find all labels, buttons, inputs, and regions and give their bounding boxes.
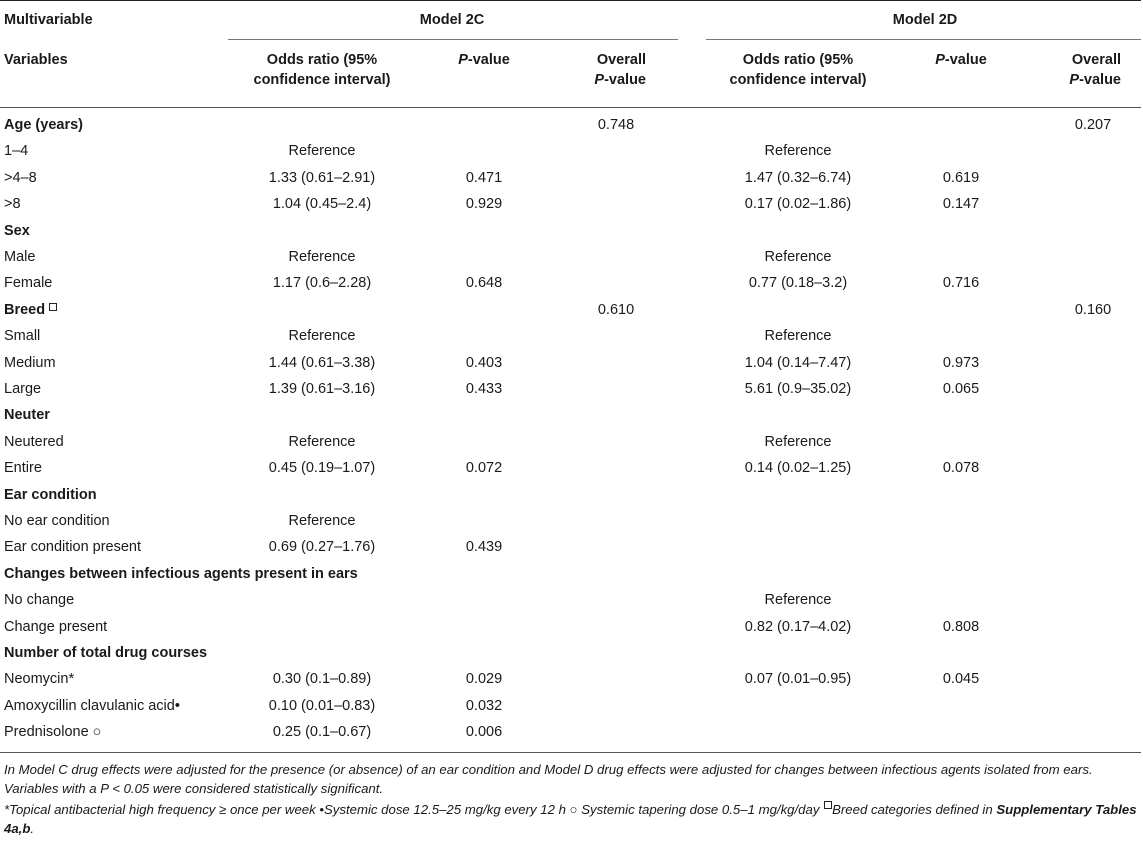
row-label: Sex	[4, 222, 30, 239]
model-c-odds-ratio: 0.25 (0.1–0.67)	[272, 724, 372, 741]
model-d-overall-p: 0.207	[1074, 117, 1112, 133]
row-label: Change present	[4, 618, 108, 635]
model-c-p-value: 0.648	[465, 275, 503, 292]
model-d-odds-ratio: 5.61 (0.9–35.02)	[744, 381, 852, 397]
row-label: Entire	[4, 460, 42, 477]
model-c-p-value: 0.439	[465, 539, 503, 556]
model-c-p-value: 0.006	[465, 724, 503, 741]
row-label: Female	[4, 275, 53, 292]
model-d-odds-ratio: Reference	[764, 328, 832, 345]
model-d-odds-ratio: 0.82 (0.17–4.02)	[744, 618, 852, 635]
row-label: >8	[4, 196, 21, 213]
model-c-or-header: Odds ratio (95% confidence interval)	[253, 52, 391, 88]
model-d-p-header: P-value	[935, 52, 987, 68]
variables-header: Variables	[4, 52, 68, 68]
row-label: Changes between infectious agents present in ears	[4, 565, 358, 582]
model-c-odds-ratio: Reference	[288, 328, 356, 345]
row-label: Number of total drug courses	[4, 645, 208, 661]
model-c-p-value: 0.929	[465, 196, 503, 213]
model-c-rule	[228, 39, 678, 40]
model-d-odds-ratio: 0.17 (0.02–1.86)	[744, 196, 852, 213]
model-c-odds-ratio: 0.30 (0.1–0.89)	[272, 671, 372, 688]
model-d-p-value: 0.973	[942, 354, 980, 371]
row-label: Neomycin*	[4, 671, 75, 688]
model-c-p-value: 0.029	[465, 671, 503, 688]
footnote-models: In Model C drug effects were adjusted for the presence (or absence) of an ear condition and Model D drug effects were adjusted for changes between infectious agents isolated from ears. Variables with a P < 0.05 were considered statistically significant.	[4, 762, 1093, 796]
model-d-odds-ratio: 0.77 (0.18–3.2)	[748, 275, 848, 292]
model-c-odds-ratio: Reference	[288, 513, 356, 529]
row-label: Breed	[4, 301, 46, 318]
model-c-odds-ratio: 0.69 (0.27–1.76)	[268, 539, 376, 556]
model-c-p-value: 0.471	[465, 169, 503, 186]
model-c-overall-p: 0.610	[597, 301, 635, 318]
model-d-p-value: 0.147	[942, 196, 980, 213]
footnote-symbols: *Topical antibacterial high frequency ≥ once per week •Systemic dose 12.5–25 mg/kg every 12 h ○ Systemic tapering dose 0.5–1 mg/kg/day Breed categories defined in Supplementary Tables 4a,b.	[4, 802, 1137, 836]
model-d-rule	[706, 39, 1141, 40]
bottom-rule	[0, 752, 1141, 753]
corner-label: Multivariable	[4, 12, 93, 28]
row-label: Amoxycillin clavulanic acid•	[4, 697, 180, 714]
model-d-p-value: 0.065	[942, 381, 980, 397]
row-label: Large	[4, 381, 42, 397]
model-d-p-value: 0.045	[942, 671, 980, 688]
model-d-odds-ratio: 1.04 (0.14–7.47)	[744, 354, 852, 371]
row-label: Medium	[4, 354, 56, 371]
row-label: Prednisolone ○	[4, 724, 102, 741]
model-d-p-value: 0.716	[942, 275, 980, 292]
row-label: No change	[4, 592, 75, 609]
model-d-odds-ratio: Reference	[764, 143, 832, 160]
model-c-odds-ratio: 1.44 (0.61–3.38)	[268, 354, 376, 371]
breed-square-icon	[49, 303, 57, 311]
model-d-p-value: 0.619	[942, 169, 980, 186]
model-d-overall-p: 0.160	[1074, 301, 1112, 318]
model-d-title: Model 2D	[892, 12, 958, 28]
model-c-overall-p: 0.748	[597, 117, 635, 133]
model-c-title: Model 2C	[419, 12, 485, 28]
row-label: Neutered	[4, 433, 64, 450]
row-label: 1–4	[4, 143, 29, 160]
row-label: Ear condition	[4, 486, 97, 503]
model-c-odds-ratio: Reference	[288, 143, 356, 160]
model-d-odds-ratio: Reference	[764, 433, 832, 450]
row-label: Ear condition present	[4, 539, 142, 556]
model-c-p-value: 0.072	[465, 460, 503, 477]
model-d-odds-ratio: Reference	[764, 592, 832, 609]
model-c-odds-ratio: Reference	[288, 249, 356, 265]
model-c-p-value: 0.032	[465, 697, 503, 714]
model-c-odds-ratio: Reference	[288, 433, 356, 450]
model-c-odds-ratio: 1.04 (0.45–2.4)	[272, 196, 372, 213]
model-c-overall-header: Overall P-value	[594, 52, 646, 88]
model-d-odds-ratio: 0.07 (0.01–0.95)	[744, 671, 852, 688]
header-rule	[0, 107, 1141, 108]
model-c-p-value: 0.433	[465, 381, 503, 397]
model-c-odds-ratio: 0.45 (0.19–1.07)	[268, 460, 376, 477]
model-d-or-header: Odds ratio (95% confidence interval)	[729, 52, 867, 88]
top-rule	[0, 0, 1141, 1]
supplementary-reference: Supplementary Tables 4a,b	[4, 802, 1137, 836]
row-label: Age (years)	[4, 117, 83, 133]
breed-square-icon	[824, 801, 832, 809]
model-d-p-value: 0.808	[942, 618, 980, 635]
row-label: >4–8	[4, 169, 37, 186]
row-label: No ear condition	[4, 513, 110, 529]
model-c-p-value: 0.403	[465, 354, 503, 371]
model-c-odds-ratio: 1.33 (0.61–2.91)	[268, 169, 376, 186]
model-d-odds-ratio: 1.47 (0.32–6.74)	[744, 169, 852, 186]
row-label: Male	[4, 249, 36, 265]
model-d-odds-ratio: 0.14 (0.02–1.25)	[744, 460, 852, 477]
row-label: Small	[4, 328, 41, 345]
model-d-odds-ratio: Reference	[764, 249, 832, 265]
model-c-odds-ratio: 1.39 (0.61–3.16)	[268, 381, 376, 397]
row-label: Neuter	[4, 407, 50, 424]
model-d-p-value: 0.078	[942, 460, 980, 477]
model-c-p-header: P-value	[458, 52, 510, 68]
model-c-odds-ratio: 1.17 (0.6–2.28)	[272, 275, 372, 292]
model-d-overall-header: Overall P-value	[1069, 52, 1121, 88]
model-c-odds-ratio: 0.10 (0.01–0.83)	[268, 697, 376, 714]
